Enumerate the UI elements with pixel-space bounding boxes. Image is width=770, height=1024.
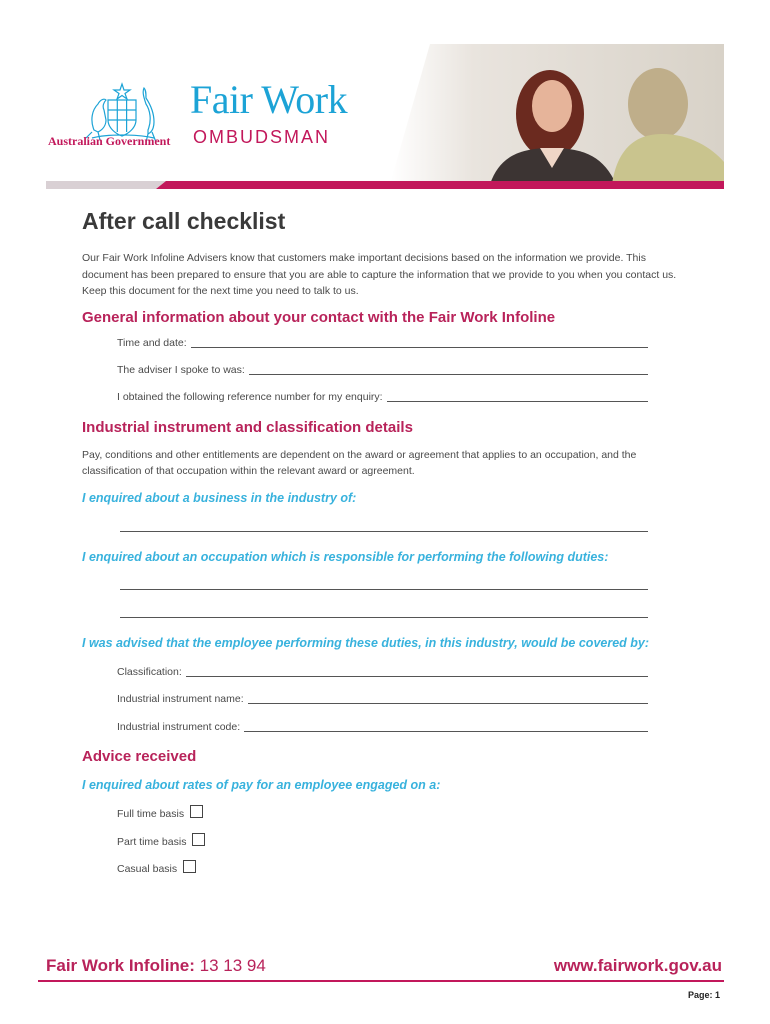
document-title: After call checklist	[82, 208, 286, 234]
fill-line[interactable]	[244, 731, 648, 732]
website-link[interactable]: www.fairwork.gov.au	[553, 956, 722, 975]
fill-line[interactable]	[186, 676, 648, 677]
header-photo	[390, 44, 724, 184]
header-band	[46, 181, 724, 189]
section-heading-advice: Advice received	[82, 748, 197, 765]
infoline-label: Fair Work Infoline:	[46, 956, 195, 975]
time-date-field[interactable]	[117, 334, 648, 350]
field-label: Classification:	[117, 666, 182, 678]
field-label: I obtained the following reference number for my enquiry:	[117, 391, 383, 403]
question-rates-of-pay: I enquired about rates of pay for an employee engaged on a:	[82, 778, 441, 792]
full-time-checkbox[interactable]	[190, 805, 203, 818]
classification-field[interactable]	[117, 663, 648, 679]
part-time-checkbox[interactable]	[192, 833, 205, 846]
option-full-time[interactable]	[117, 805, 203, 823]
option-label: Part time basis	[117, 836, 187, 848]
document-header	[0, 0, 770, 195]
infoline-number: 13 13 94	[199, 956, 266, 975]
section-heading-general-info: General information about your contact with the Fair Work Infoline	[82, 309, 556, 326]
option-label: Full time basis	[117, 808, 185, 820]
field-label: Industrial instrument code:	[117, 721, 241, 733]
page-number: Page: 1	[687, 990, 720, 1000]
question-business-industry: I enquired about a business in the industry of:	[82, 491, 357, 505]
fill-line[interactable]	[249, 374, 648, 375]
instrument-name-field[interactable]	[117, 690, 648, 706]
instrument-code-field[interactable]	[117, 718, 648, 734]
fill-line[interactable]	[248, 703, 648, 704]
government-label: Australian Government	[48, 134, 171, 148]
duties-line-2[interactable]	[120, 617, 648, 618]
reference-number-field[interactable]	[117, 388, 648, 404]
option-label: Casual basis	[117, 863, 178, 875]
duties-line-1[interactable]	[120, 589, 648, 590]
question-coverage: I was advised that the employee performing these duties, in this industry, would be covered by:	[82, 636, 650, 650]
business-industry-line[interactable]	[120, 531, 648, 532]
intro-paragraph: Our Fair Work Infoline Advisers know that customers make important decisions based on the information we provide. This document has been prepared to ensure that you are able to capture the information that we provide to you when you contact us. Keep this document for the next time you need to talk to us.	[82, 252, 677, 297]
option-casual[interactable]	[117, 860, 196, 878]
field-label: The adviser I spoke to was:	[117, 364, 245, 376]
adviser-name-field[interactable]	[117, 361, 648, 377]
question-occupation-duties: I enquired about an occupation which is responsible for performing the following duties:	[82, 550, 609, 564]
fill-line[interactable]	[387, 401, 648, 402]
option-part-time[interactable]	[117, 833, 205, 851]
field-label: Industrial instrument name:	[117, 693, 244, 705]
section-description: Pay, conditions and other entitlements are dependent on the award or agreement that applies to an occupation, and the classification of that occupation within the relevant award or agreement.	[82, 449, 637, 477]
footer-infoline	[46, 956, 266, 976]
brand-name: Fair Work	[190, 77, 348, 122]
fill-line[interactable]	[191, 347, 648, 348]
field-label: Time and date:	[117, 337, 187, 349]
brand-subtitle: OMBUDSMAN	[193, 127, 331, 147]
footer-divider	[38, 980, 724, 982]
casual-checkbox[interactable]	[183, 860, 196, 873]
section-heading-instrument-details: Industrial instrument and classification details	[82, 419, 413, 436]
